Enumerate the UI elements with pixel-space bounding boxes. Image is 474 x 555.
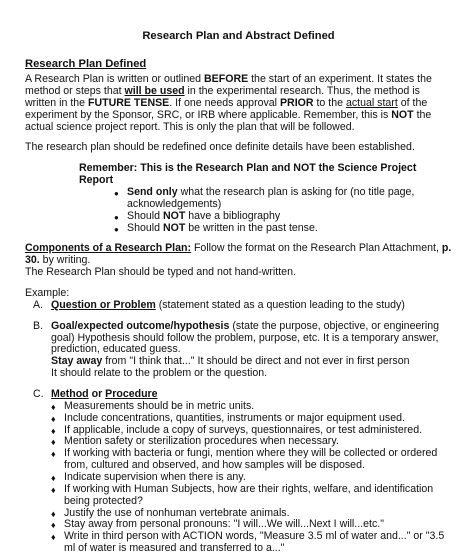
remember-list bbox=[79, 187, 452, 234]
components-text: by writing. bbox=[39, 254, 91, 267]
remember-block bbox=[25, 163, 452, 234]
item-c-procedure: Procedure bbox=[105, 388, 158, 400]
section-heading: Research Plan Defined bbox=[25, 57, 147, 70]
list-item bbox=[114, 187, 452, 211]
item-b-line3: It should relate to the problem or the question. bbox=[51, 367, 268, 380]
list-item: ♦ Justify the use of nonhuman vertebrate animals. bbox=[51, 508, 452, 520]
list-item: ♦ If applicable, include a copy of surveys, questionnaires, or test administered. bbox=[51, 425, 452, 437]
list-item: ♦ Mention safety or sterilization procedures when necessary. bbox=[51, 436, 452, 448]
components-page-ref: p. 30. bbox=[25, 242, 452, 267]
remember-heading: Remember: This is the Research Plan and NOT the Science Project Report bbox=[79, 162, 417, 187]
list-item: ♦ Stay away from personal pronouns: "I will...We will...Next I will...etc." bbox=[51, 519, 452, 531]
item-bold: NOT bbox=[162, 209, 186, 222]
intro-text: the start of an experiment. It states the method or steps that bbox=[25, 73, 432, 97]
item-b-stay-away: Stay away bbox=[51, 355, 103, 368]
item-text: what the research plan is asking for (no title page, acknowledgements) bbox=[127, 185, 415, 210]
intro-text: . If one needs approval bbox=[169, 96, 280, 109]
list-item bbox=[114, 223, 452, 235]
list-item: ♦ Write in third person with ACTION words, "Measure 3.5 ml of water and..." or "3.5 ml of water is measured and transferred to a..." bbox=[51, 531, 452, 555]
item-b-text: (state the purpose, objective, or engineering goal) Hypothesis should follow the problem, purpose, etc. It is a temporary answer, prediction, educated guess. bbox=[51, 319, 440, 356]
procedure-list bbox=[33, 401, 452, 555]
item-text: be written in the past tense. bbox=[185, 221, 318, 234]
item-bold: NOT bbox=[162, 221, 186, 234]
list-item: ♦ If working with bacteria or fungi, mention where they will be collected or ordered from, cultured and observed, and how samples will be disposed. bbox=[51, 448, 452, 472]
redefine-paragraph: The research plan should be redefined once definite details have been established. bbox=[25, 141, 415, 154]
item-text: Should bbox=[127, 209, 163, 222]
example-label: Example: bbox=[25, 286, 70, 299]
intro-bold-not: NOT bbox=[391, 108, 414, 121]
list-item: ♦ Include concentrations, quantities, instruments or major equipment used. bbox=[51, 413, 452, 425]
intro-bold-future-tense: FUTURE TENSE bbox=[88, 96, 170, 109]
item-a-text: (statement stated as a question leading to the study) bbox=[155, 298, 405, 311]
intro-text: in the experimental research. Thus, the method is written in the bbox=[25, 84, 420, 109]
intro-underline-actual-start: actual start bbox=[345, 96, 398, 109]
item-c-or: or bbox=[88, 388, 106, 400]
item-a bbox=[33, 300, 452, 312]
components-label: Components of a Research Plan: bbox=[25, 242, 192, 255]
list-item: ♦ Indicate supervision when there is any. bbox=[51, 472, 452, 484]
item-letter: C. bbox=[33, 388, 44, 400]
components-text: Follow the format on the Research Plan Attachment, bbox=[191, 242, 442, 255]
list-item: ♦ Measurements should be in metric units. bbox=[51, 401, 452, 413]
item-b bbox=[33, 321, 452, 380]
intro-text: the actual science project report. This is only the plan that will be followed. bbox=[25, 108, 432, 133]
item-b-stay-text: from "I think that..." It should be direct and not ever in first person bbox=[102, 355, 410, 368]
intro-bold-will-be-used: will be used bbox=[124, 84, 185, 97]
intro-bold-prior: PRIOR bbox=[279, 96, 314, 109]
components-paragraph bbox=[25, 243, 452, 267]
intro-text: to the bbox=[313, 96, 346, 109]
item-c-method: Method bbox=[51, 388, 89, 400]
item-bold: Send only bbox=[127, 185, 178, 198]
components-line2: The Research Plan should be typed and not hand-written. bbox=[25, 266, 296, 279]
intro-bold-before: BEFORE bbox=[204, 73, 249, 86]
intro-paragraph bbox=[25, 74, 452, 133]
intro-text: of the experiment by the Sponsor, SRC, or IRB where applicable. Remember, this is bbox=[25, 96, 428, 121]
item-letter: A. bbox=[33, 298, 44, 311]
item-a-heading: Question or Problem bbox=[51, 298, 156, 311]
item-text: Should bbox=[127, 221, 163, 234]
document-title: Research Plan and Abstract Defined bbox=[142, 30, 335, 42]
item-text: have a bibliography bbox=[185, 209, 281, 222]
item-letter: B. bbox=[33, 319, 44, 332]
example-list bbox=[25, 300, 452, 555]
intro-text: A Research Plan is written or outlined bbox=[25, 73, 205, 86]
item-b-heading: Goal/expected outcome/hypothesis bbox=[51, 319, 230, 332]
list-item: ♦ If working with Human Subjects, how are their rights, welfare, and identification being protected? bbox=[51, 484, 452, 508]
